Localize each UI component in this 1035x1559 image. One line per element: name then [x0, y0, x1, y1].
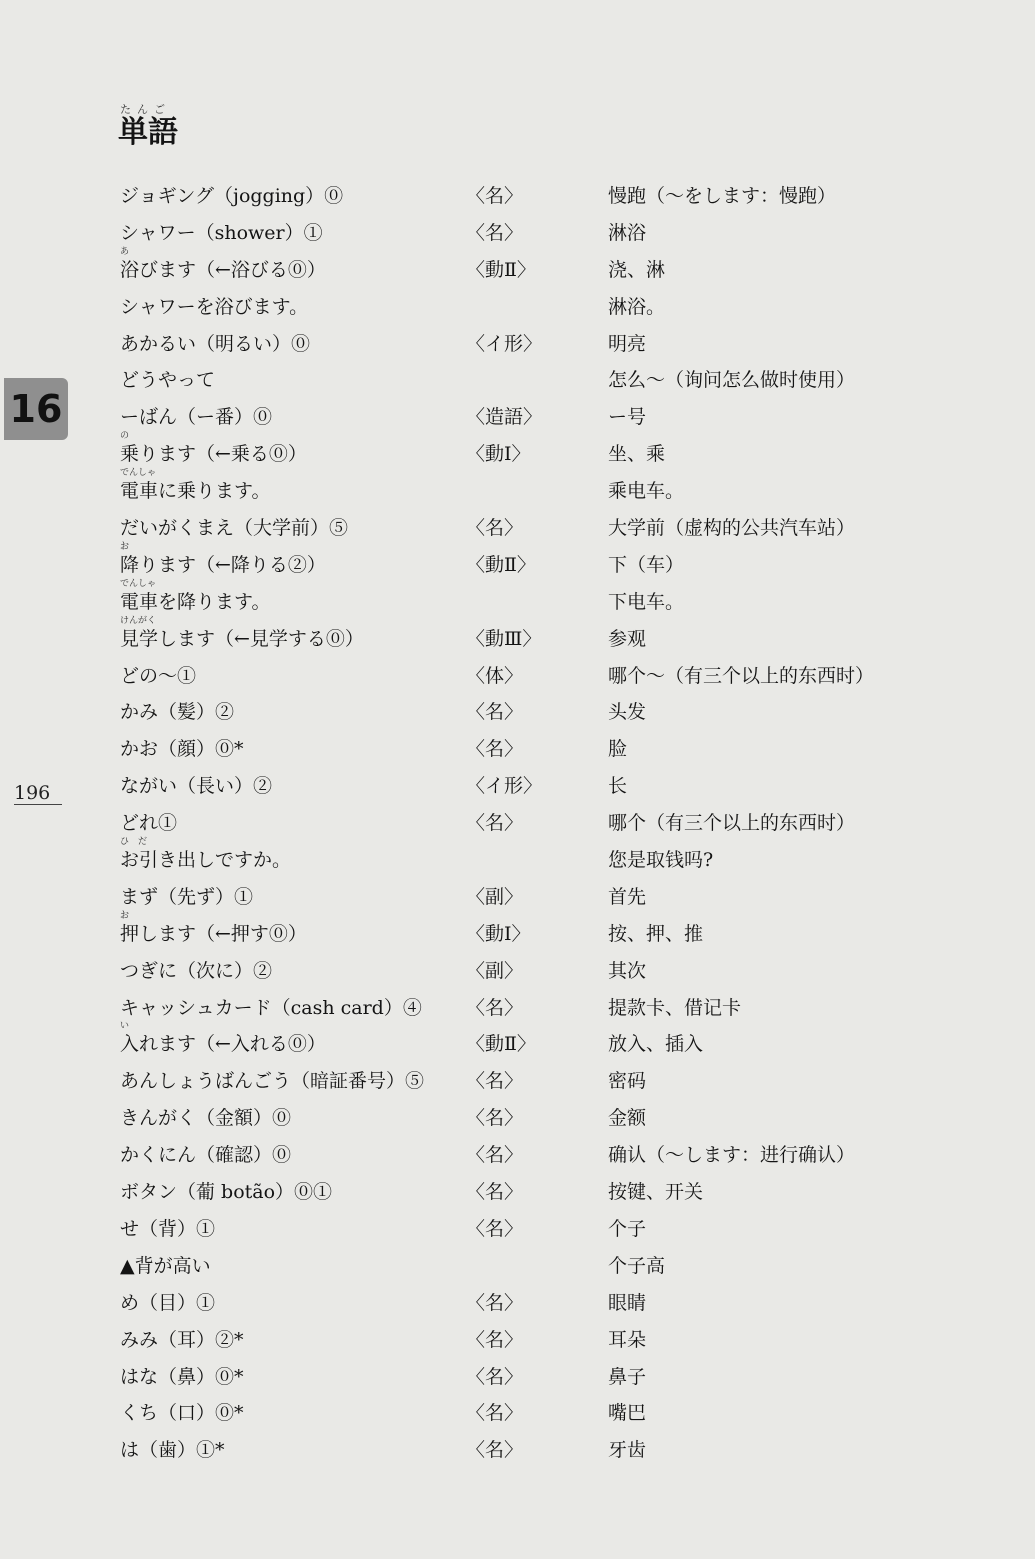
vocab-part-of-speech: 〈動Ⅱ〉: [466, 258, 536, 281]
vocab-entry: [120, 397, 920, 434]
page-number: 196: [14, 782, 62, 805]
vocab-entry: [120, 468, 920, 508]
vocab-term: きんがく（金額）⓪: [120, 1107, 292, 1130]
vocab-entry: [120, 988, 920, 1025]
vocab-entry: [120, 1061, 920, 1098]
vocab-entry: [120, 729, 920, 766]
vocab-meaning: 下（车）: [608, 553, 685, 576]
vocab-part-of-speech: 〈名〉: [466, 1144, 524, 1167]
vocab-part-of-speech: 〈名〉: [466, 1402, 524, 1425]
vocab-part-of-speech: 〈動Ⅰ〉: [466, 922, 531, 945]
vocab-meaning: 提款卡、借记卡: [608, 996, 742, 1019]
vocab-term: みみ（耳）②*: [120, 1328, 244, 1351]
vocab-term: ジョギング（jogging）⓪: [120, 185, 344, 207]
vocab-term: かみ（髪）②: [120, 701, 235, 724]
vocab-part-of-speech: 〈名〉: [466, 1217, 524, 1240]
vocab-meaning: 怎么～（询问怎么做时使用）: [608, 369, 856, 392]
vocab-meaning: 放入、插入: [608, 1033, 704, 1056]
vocab-term: 入れます（←入れる⓪）: [120, 1033, 326, 1056]
heading-ruby: たんご: [120, 103, 171, 116]
vocab-part-of-speech: 〈動Ⅲ〉: [466, 627, 542, 650]
vocab-entry: [120, 508, 920, 545]
vocab-meaning: 脸: [608, 738, 628, 761]
vocab-entry: [120, 1098, 920, 1135]
vocab-meaning: 下电车。: [608, 590, 685, 613]
vocab-part-of-speech: 〈体〉: [466, 664, 524, 687]
vocab-meaning: 金额: [608, 1107, 647, 1130]
vocab-meaning: 明亮: [608, 332, 647, 355]
vocab-meaning: 按、押、推: [608, 922, 704, 945]
vocab-part-of-speech: 〈名〉: [466, 996, 524, 1019]
vocab-entry: [120, 951, 920, 988]
vocab-entry: [120, 877, 920, 914]
vocab-entry: [120, 287, 920, 324]
vocab-part-of-speech: 〈名〉: [466, 1181, 524, 1204]
vocab-meaning: 慢跑（～をします：慢跑）: [608, 185, 837, 207]
vocab-part-of-speech: 〈動Ⅱ〉: [466, 553, 536, 576]
vocab-meaning: 浇、淋: [608, 258, 666, 281]
vocab-term: 電車に乗ります。: [120, 480, 271, 503]
vocab-term: どうやって: [120, 369, 216, 392]
vocab-term: かくにん（確認）⓪: [120, 1144, 292, 1167]
vocab-term: あかるい（明るい）⓪: [120, 332, 311, 355]
vocab-part-of-speech: 〈名〉: [466, 738, 524, 761]
vocab-term: 乗ります（←乗る⓪）: [120, 443, 307, 466]
vocab-term: 見学します（←見学する⓪）: [120, 627, 364, 650]
vocab-ruby: でんしゃ: [120, 468, 157, 479]
vocab-term: せ（背）①: [120, 1217, 216, 1240]
vocab-term: ▲背が高い: [120, 1254, 211, 1277]
vocab-meaning: 坐、乘: [608, 443, 666, 466]
vocab-entry: [120, 1135, 920, 1172]
vocab-ruby: でんしゃ: [120, 578, 157, 589]
heading-title: 単語: [118, 115, 178, 150]
vocab-term: どれ①: [120, 812, 178, 835]
vocab-entry: [120, 213, 920, 250]
vocab-ruby: い: [120, 1021, 130, 1032]
vocab-entry: [120, 1320, 920, 1357]
vocab-part-of-speech: 〈動Ⅱ〉: [466, 1033, 536, 1056]
vocab-entry: [120, 541, 920, 582]
vocab-part-of-speech: 〈名〉: [466, 1107, 524, 1130]
vocab-term: だいがくまえ（大学前）⑤: [120, 517, 349, 540]
vocab-meaning: 淋浴: [608, 221, 647, 244]
vocab-part-of-speech: 〈イ形〉: [466, 775, 543, 798]
section-heading: [118, 104, 178, 150]
vocab-meaning: 首先: [608, 885, 647, 908]
vocab-ruby: ひ だ: [120, 837, 148, 848]
vocab-entry: [120, 910, 920, 951]
vocab-ruby: お: [120, 910, 130, 921]
vocab-meaning: 牙齿: [608, 1439, 647, 1462]
chapter-tab: [4, 378, 68, 440]
vocab-entry: [120, 1246, 920, 1283]
vocab-entry: [120, 692, 920, 729]
vocab-term: ーばん（ー番）⓪: [120, 406, 273, 429]
vocab-meaning: 嘴巴: [608, 1402, 647, 1425]
vocab-term: は（歯）①*: [120, 1439, 225, 1462]
vocab-term: め（目）①: [120, 1291, 216, 1314]
vocab-entry: [120, 246, 920, 287]
vocab-entry: [120, 324, 920, 361]
vocab-entry: [120, 1357, 920, 1394]
vocab-meaning: 确认（～します：进行确认）: [608, 1144, 856, 1167]
vocab-meaning: 密码: [608, 1070, 647, 1093]
vocab-meaning: ー号: [608, 406, 647, 429]
vocab-term: ボタン（葡 botão）⓪①: [120, 1181, 333, 1204]
vocab-part-of-speech: 〈名〉: [466, 185, 524, 207]
vocab-term: どの～①: [120, 664, 197, 687]
vocab-entry: [120, 1021, 920, 1061]
vocab-meaning: 个子高: [608, 1254, 666, 1277]
vocab-meaning: 哪个～（有三个以上的东西时）: [608, 664, 875, 687]
vocab-entry: [120, 803, 920, 840]
vocab-entry: [120, 837, 920, 877]
vocab-part-of-speech: 〈副〉: [466, 959, 524, 982]
vocab-part-of-speech: 〈名〉: [466, 1439, 524, 1462]
vocab-meaning: 淋浴。: [608, 295, 666, 318]
vocab-entry: [120, 360, 920, 397]
vocab-part-of-speech: 〈副〉: [466, 885, 524, 908]
vocab-term: かお（顔）⓪*: [120, 738, 244, 761]
vocab-term: 押します（←押す⓪）: [120, 922, 307, 945]
vocabulary-list: [120, 176, 920, 1467]
vocab-meaning: 眼睛: [608, 1291, 647, 1314]
vocab-term: お引き出しですか。: [120, 849, 292, 872]
vocab-part-of-speech: 〈名〉: [466, 517, 524, 540]
vocab-entry: [120, 578, 920, 619]
vocab-part-of-speech: 〈名〉: [466, 1070, 524, 1093]
vocab-entry: [120, 615, 920, 656]
vocab-meaning: 头发: [608, 701, 647, 724]
vocab-entry: [120, 431, 920, 471]
vocab-term: 浴びます（←浴びる⓪）: [120, 258, 326, 281]
vocab-ruby: の: [120, 431, 130, 442]
vocab-term: くち（口）⓪*: [120, 1402, 244, 1425]
vocab-entry: [120, 176, 920, 213]
vocab-term: はな（鼻）⓪*: [120, 1365, 244, 1388]
vocab-part-of-speech: 〈造語〉: [466, 406, 543, 429]
vocab-part-of-speech: 〈名〉: [466, 221, 524, 244]
vocab-meaning: 耳朵: [608, 1328, 647, 1351]
vocab-ruby: あ: [120, 246, 130, 257]
vocab-meaning: 鼻子: [608, 1365, 647, 1388]
vocab-part-of-speech: 〈名〉: [466, 701, 524, 724]
vocab-meaning: 长: [608, 775, 628, 798]
vocab-meaning: 大学前（虚构的公共汽车站）: [608, 517, 856, 540]
vocab-entry: [120, 1430, 920, 1467]
vocab-term: 電車を降ります。: [120, 590, 271, 613]
vocab-part-of-speech: 〈名〉: [466, 812, 524, 835]
vocab-term: ながい（長い）②: [120, 775, 273, 798]
vocab-meaning: 乘电车。: [608, 480, 685, 503]
vocab-ruby: けんがく: [120, 615, 157, 626]
vocab-entry: [120, 1283, 920, 1320]
vocab-term: 降ります（←降りる②）: [120, 553, 326, 576]
vocab-meaning: 哪个（有三个以上的东西时）: [608, 812, 856, 835]
vocab-meaning: 参观: [608, 627, 647, 650]
vocab-term: シャワー（shower）①: [120, 221, 323, 244]
vocab-term: つぎに（次に）②: [120, 959, 273, 982]
vocab-term: シャワーを浴びます。: [120, 295, 309, 318]
chapter-tab-number: 16: [9, 387, 63, 431]
vocab-part-of-speech: 〈イ形〉: [466, 332, 543, 355]
vocab-entry: [120, 656, 920, 693]
vocab-part-of-speech: 〈名〉: [466, 1291, 524, 1314]
vocab-meaning: 个子: [608, 1217, 647, 1240]
vocab-entry: [120, 1172, 920, 1209]
vocab-part-of-speech: 〈名〉: [466, 1328, 524, 1351]
vocab-entry: [120, 1393, 920, 1430]
vocab-entry: [120, 1209, 920, 1246]
vocab-term: キャッシュカード（cash card）④: [120, 996, 422, 1019]
vocab-term: まず（先ず）①: [120, 885, 254, 908]
vocab-entry: [120, 766, 920, 803]
vocab-meaning: 其次: [608, 959, 647, 982]
vocab-part-of-speech: 〈動Ⅰ〉: [466, 443, 531, 466]
vocab-ruby: お: [120, 541, 130, 552]
vocab-part-of-speech: 〈名〉: [466, 1365, 524, 1388]
vocab-meaning: 按键、开关: [608, 1181, 704, 1204]
vocab-term: あんしょうばんごう（暗証番号）⑤: [120, 1070, 425, 1093]
vocab-meaning: 您是取钱吗?: [608, 849, 714, 872]
